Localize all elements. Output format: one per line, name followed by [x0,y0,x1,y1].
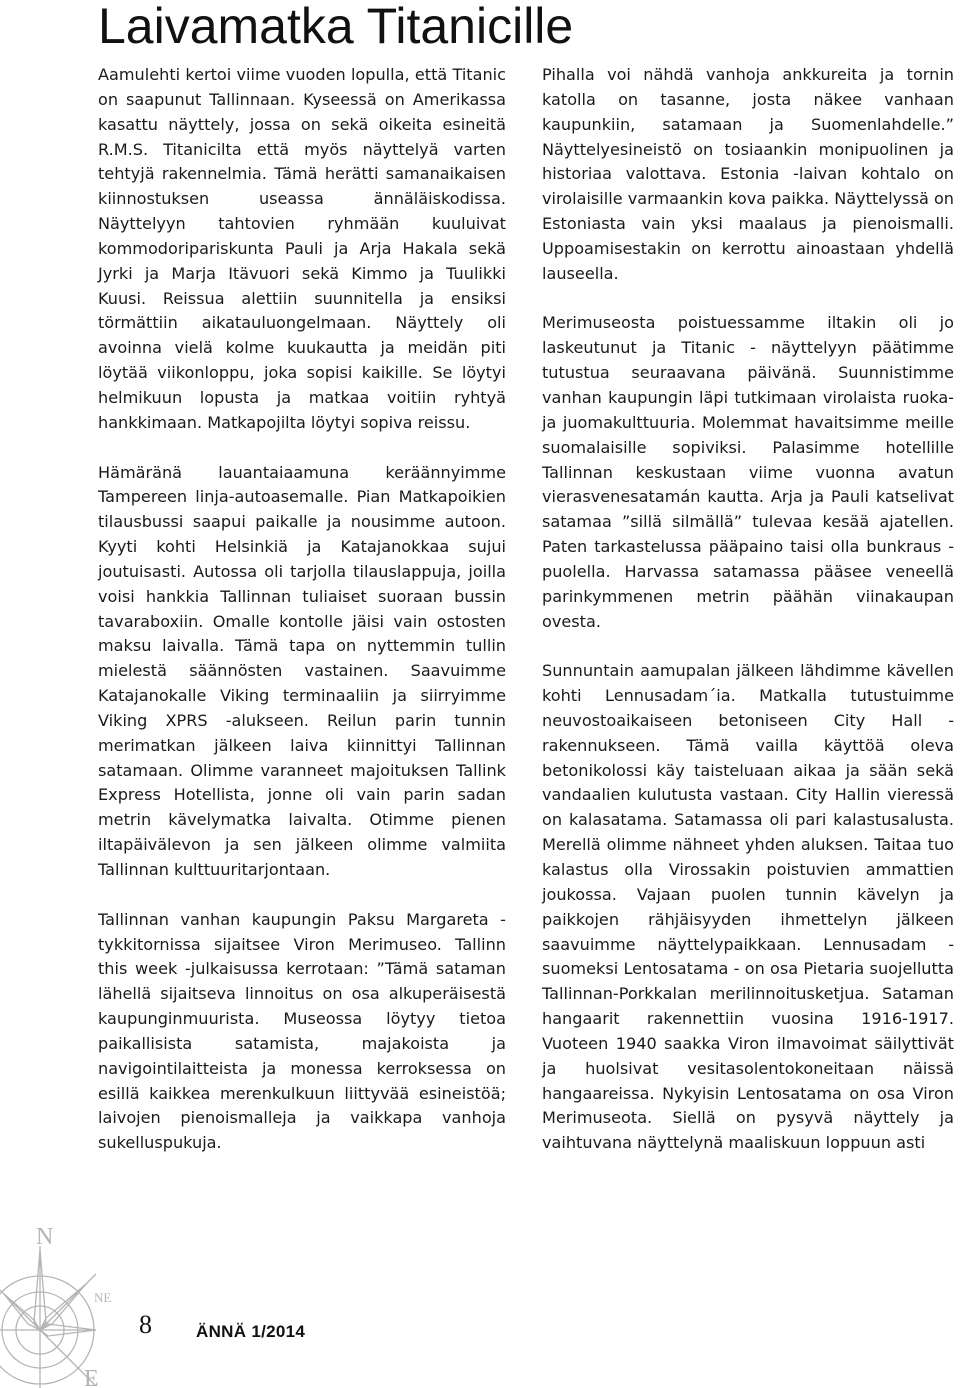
article-title: Laivamatka Titanicille [98,0,574,54]
compass-label-e: E [84,1366,99,1388]
paragraph: Hämäränä lauantaiaamuna keräännyimme Tampereen linja-autoasemalle. Pian Matkapoikien tilausbussi saapui paikalle ja nousimme autoon. Kyyti kohti Helsinkiä ja Katajanokkaa sujui joutuisasti. Autossa oli tarjolla tilauslappuja, joilla voisi hankkia Tallinnan tuliaiset suoraan bussin tavaraboxiin. Omalle kontolle jäisi vain ostosten maksu laivalla. Tämä tapa on nyttemmin tullin mielestä säännösten vastainen. Saavuimme Katajanokalle Viking terminaaliin ja siirryimme Viking XPRS -alukseen. Reilun parin tunnin merimatkan jälkeen laiva kiinnittyi Tallinnan satamaan. Olimme varanneet majoituksen Tallink Express Hotellista, jonne oli vain parin sadan metrin kävelymatka laivalta. Otimme pienen iltapäivälevon ja sen jälkeen olimme valmiita Tallinnan kulttuuritarjontaan. [98,462,506,879]
paragraph: Pihalla voi nähdä vanhoja ankkureita ja tornin katolla on tasanne, josta näkee vanhaan kaupunkiin, satamaan ja Suomenlahdelle.” Näyttelyesineistö on tosiaankin monipuolinen ja historiaa valottava. Estonia -laivan kohtalo on virolaisille varmaankin kova paikka. Näyttelyssä on Estoniasta vain yksi maalaus ja pienoismalli. Uppoamisestakin on kerrottu ainoastaan yhdellä lauseella. [542,65,954,283]
page-number: 8 [139,1310,152,1339]
compass-label-n: N [36,1224,54,1250]
paragraph: Sunnuntain aamupalan jälkeen lähdimme kävellen kohti Lennusadam´ia. Matkalla tutustuimme neuvostoaikaiseen betoniseen City Hall -rakennukseen. Tämä vailla käyttöä oleva betonikolossi käy taisteluaan aikaa ja sään sekä vandaalien kulutusta vastaan. City Hallin vieressä on kalasatama. Satamassa oli pari kalastusalusta. Merellä olimme nähneet yhden aluksen. Taitaa tuo kalastus olla Virossakin poistuvien ammattien joukossa. Vajaan puolen tunnin kävelyn ja paikkojen rähjäisyyden ihmettelyn jälkeen saavuimme näyttelypaikkaan. Lennusadam - suomeksi Lentosatama - on osa Pietaria suojellutta Tallinnan-Porkkalan merilinnoitusketjua. Sataman hangaarit rakennettiin vuosina 1916-1917. Vuoteen 1940 saakka Viron ilmavoimat säilyttivät ja huolsivat vesitasolentokoneitaan näissä hangaareissa. Nykyisin Lentosatama on osa Viron Merimuseota. Siellä on pysyvä näyttely ja vaihtuvana näyttelynä maaliskuun loppuun asti [542,661,954,1153]
compass-rose-icon [0,1180,112,1388]
compass-label-ne: NE [94,1290,112,1305]
left-column [98,63,506,1181]
paragraph: Aamulehti kertoi viime vuoden lopulla, että Titanic on saapunut Tallinnaan. Kyseessä on Amerikassa kasattu näyttely, jossa on sekä oikeita esineitä R.M.S. Titanicilta että myös näyttelyä varten tehtyjä rakennelmia. Tämä herätti samanaikaisen kiinnostuksen useassa ännäläiskodissa. Näyttelyyn tahtovien ryhmään kuuluivat kommodoripariskunta Pauli ja Arja Hakala sekä Jyrki ja Marja Itävuori sekä Kimmo ja Tuulikki Kuusi. Reissua alettiin suunnitella ja ensiksi törmättiin aikatauluongelmaan. Näyttely oli avoinna vielä kolme kuukautta ja meidän piti löytää viikonloppu, joka sopisi kaikille. Se löytyi helmikuun lopusta ja matkaa voitiin ryhtyä hankkimaan. Matkapojilta löytyi sopiva reissu. [98,65,506,432]
paragraph: Merimuseosta poistuessamme iltakin oli jo laskeutunut ja Titanic - näyttelyyn päätimme tutustua seuraavana päivänä. Suunnistimme vanhan kaupungin läpi tutkimaan virolaista ruoka- ja juomakulttuuria. Molemmat havaitsimme meille suomalaisille sopiviksi. Palasimme hotellille Tallinnan keskustaan viime vuonna avatun vierasvenesatamán kautta. Arja ja Pauli katselivat satamaa ”sillä silmällä” tulevaa kesää ajatellen. Paten tarkastelussa pääpaino taisi olla bunkraus -puolella. Harvassa satamassa pääsee veneellä parinkymmenen metrin päähän viinakaupan ovesta. [542,313,954,631]
magazine-issue: ÄNNÄ 1/2014 [196,1322,306,1341]
right-column [542,63,954,1181]
paragraph: Tallinnan vanhan kaupungin Paksu Margareta -tykkitornissa sijaitsee Viron Merimuseo. Tallinn this week -julkaisussa kerrotaan: ”Tämä sataman lähellä sijaitseva linnoitus on osa alkuperäisestä kaupunginmuurista. Museossa löytyy tietoa paikallisista satamista, majakoista ja navigointilaitteista ja monessa kerroksessa on esillä kaikkea merenkulkuun liittyvää esineistöä; laivojen pienoismalleja ja vaikkapa vanhoja sukelluspukuja. [98,909,506,1153]
